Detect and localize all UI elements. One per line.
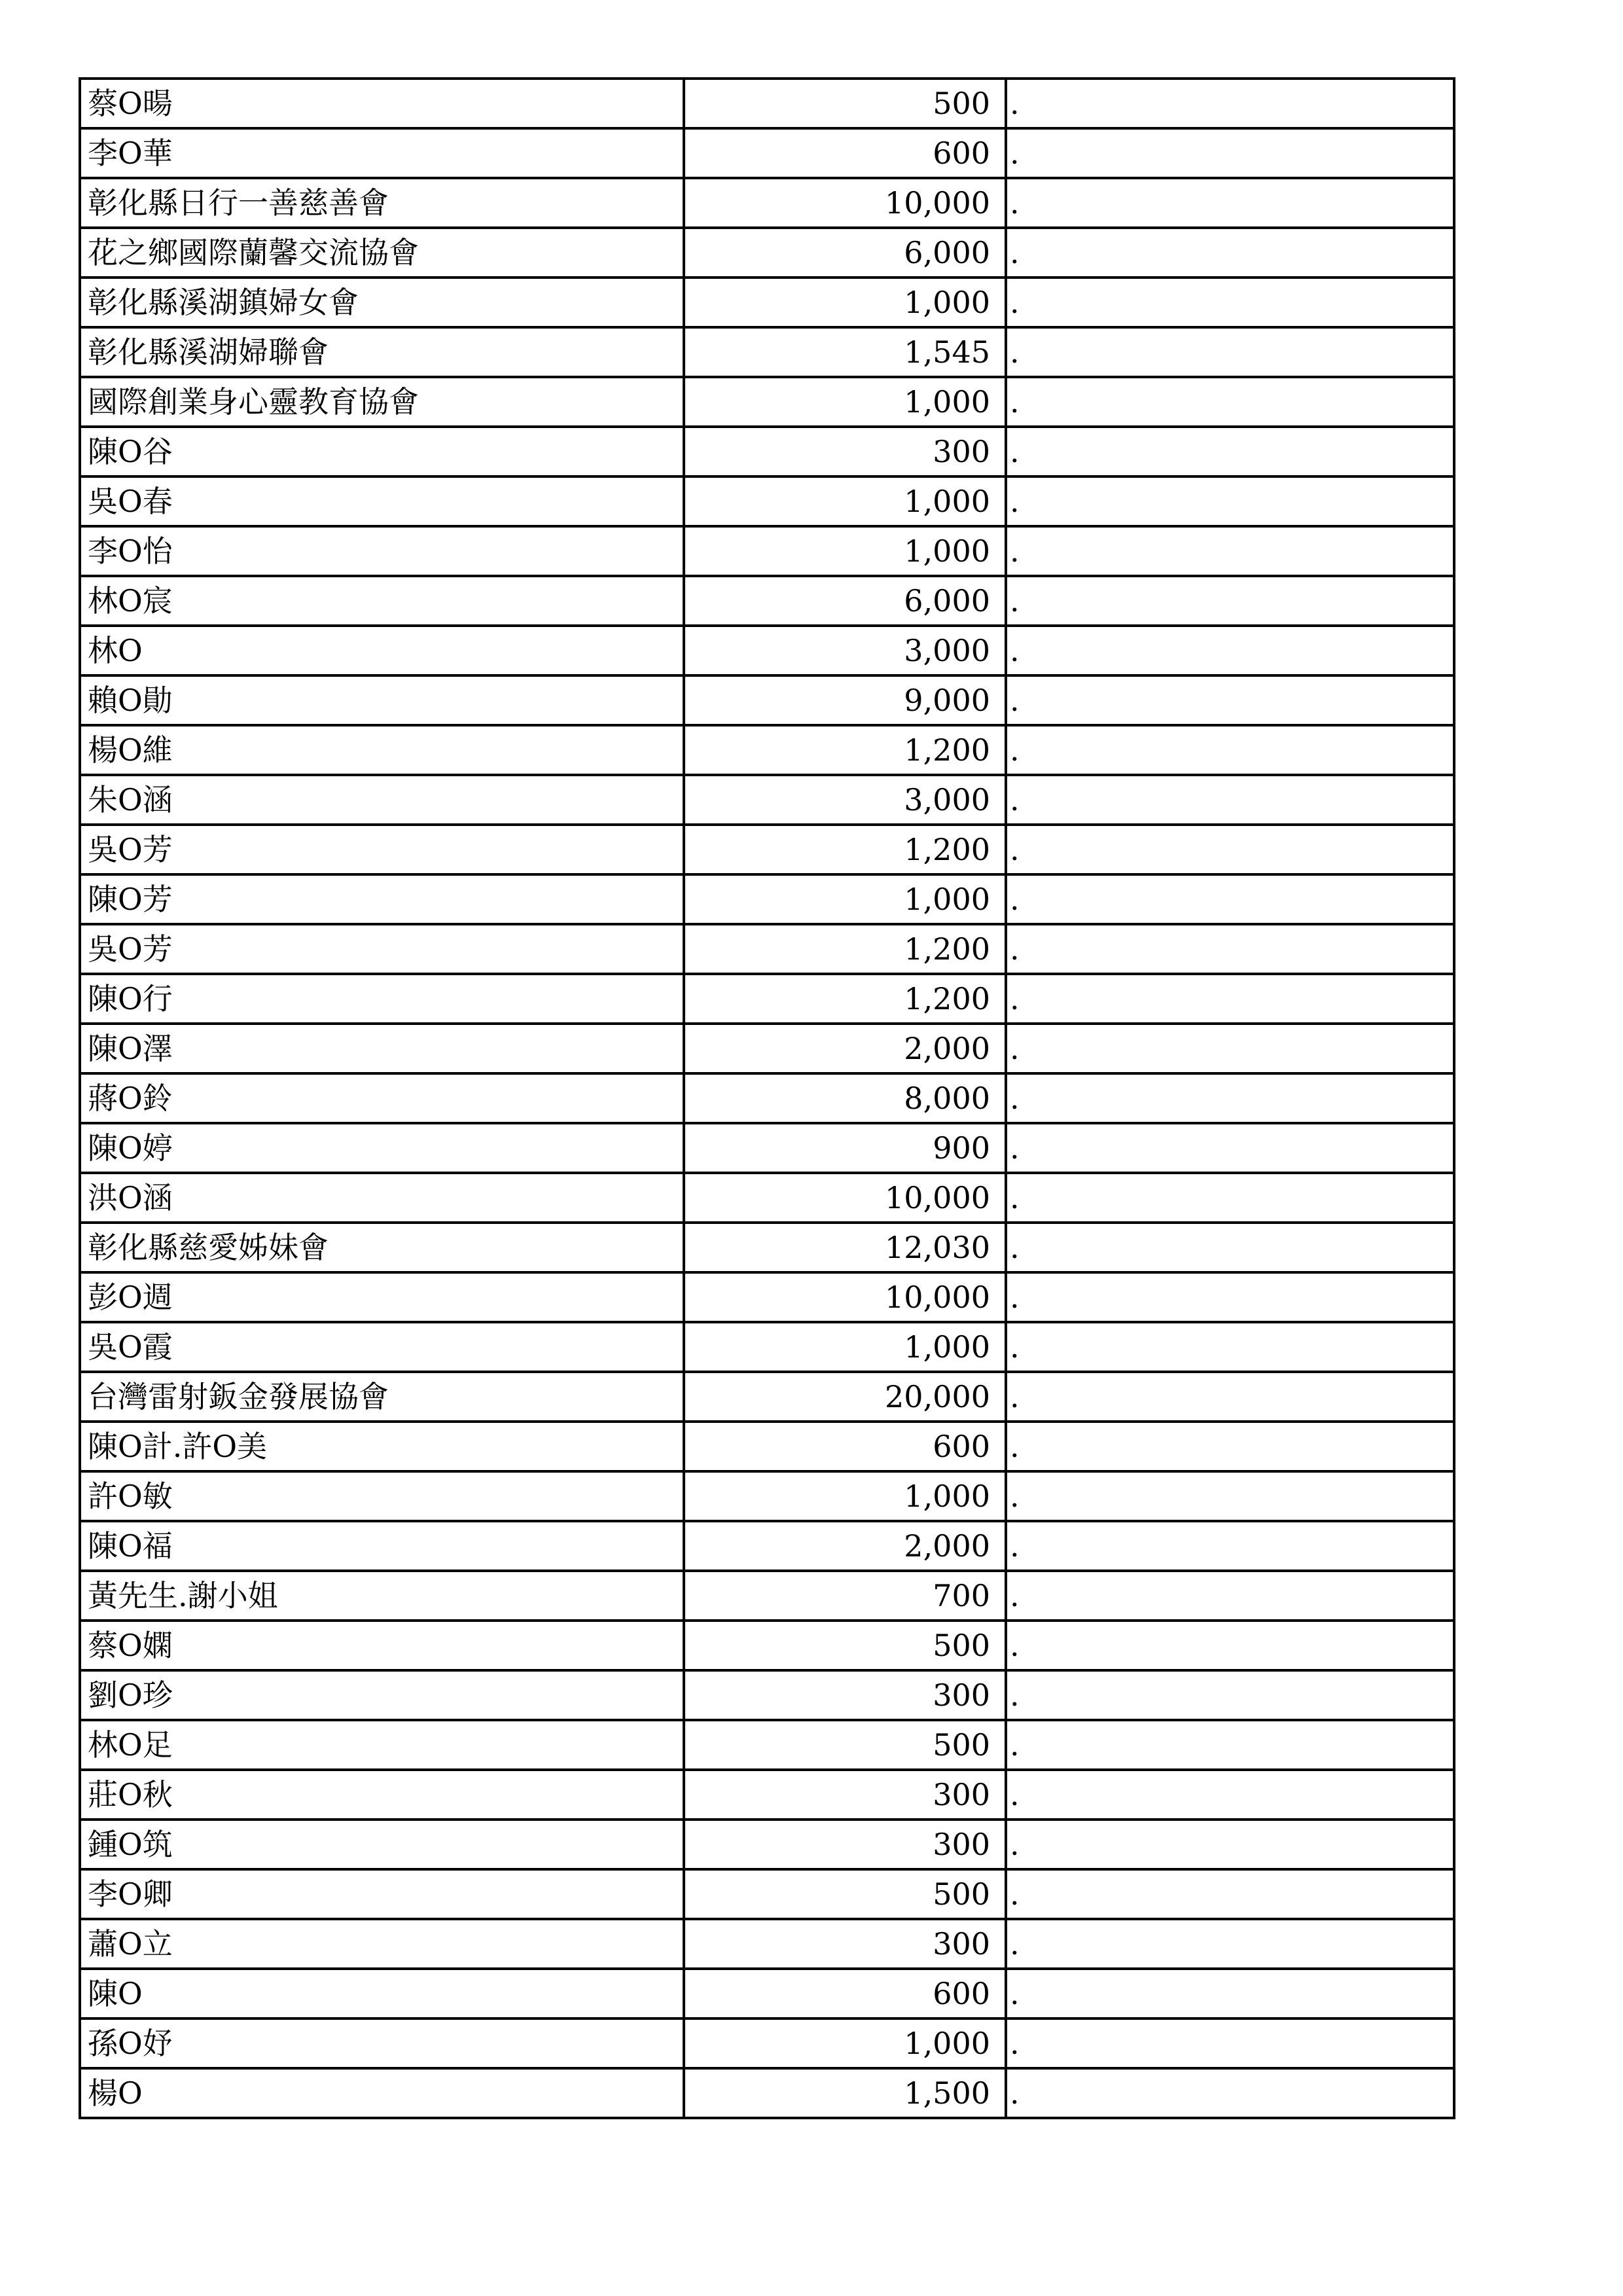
note-cell: . [1006,476,1454,526]
table-row [80,1422,1454,1471]
donation-amount-cell: 2,000 [684,1024,1006,1073]
donor-name-cell: 彰化縣溪湖婦聯會 [80,327,684,377]
donor-name-cell: 台灣雷射鈑金發展協會 [80,1372,684,1422]
table-row [80,1372,1454,1422]
note-cell: . [1006,377,1454,427]
donation-amount-cell: 2,000 [684,1521,1006,1571]
table-row [80,1869,1454,1919]
donation-amount-cell: 1,500 [684,2068,1006,2118]
donor-name-cell: 林O宸 [80,576,684,626]
donation-amount-cell: 9,000 [684,675,1006,725]
donation-amount-cell: 300 [684,1919,1006,1969]
donor-name-cell: 彰化縣溪湖鎮婦女會 [80,278,684,327]
donation-amount-cell: 1,000 [684,1322,1006,1372]
table-row [80,725,1454,775]
donation-amount-cell: 1,000 [684,874,1006,924]
donor-name-cell: 蔡O暘 [80,79,684,128]
donor-name-cell: 孫O妤 [80,2018,684,2068]
note-cell: . [1006,228,1454,278]
table-row [80,79,1454,128]
donation-amount-cell: 300 [684,1820,1006,1869]
donor-name-cell: 陳O谷 [80,427,684,476]
donation-table-body [80,79,1454,2118]
donor-name-cell: 劉O珍 [80,1670,684,1720]
donation-amount-cell: 700 [684,1571,1006,1621]
donation-amount-cell: 6,000 [684,576,1006,626]
note-cell: . [1006,1223,1454,1272]
donation-amount-cell: 1,000 [684,526,1006,576]
donation-amount-cell: 1,000 [684,1471,1006,1521]
note-cell: . [1006,1820,1454,1869]
donor-name-cell: 李O怡 [80,526,684,576]
table-row [80,626,1454,675]
table-row [80,1770,1454,1820]
donation-amount-cell: 1,200 [684,825,1006,874]
donor-name-cell: 林O足 [80,1720,684,1770]
table-row [80,874,1454,924]
donation-amount-cell: 10,000 [684,1173,1006,1223]
donor-name-cell: 李O卿 [80,1869,684,1919]
table-row [80,128,1454,178]
note-cell: . [1006,1720,1454,1770]
donation-amount-cell: 1,000 [684,476,1006,526]
table-row [80,1073,1454,1123]
donor-name-cell: 鍾O筑 [80,1820,684,1869]
table-row [80,228,1454,278]
donation-amount-cell: 1,545 [684,327,1006,377]
table-row [80,1223,1454,1272]
donation-amount-cell: 1,000 [684,278,1006,327]
note-cell: . [1006,327,1454,377]
table-row [80,1471,1454,1521]
table-row [80,1571,1454,1621]
donor-name-cell: 吳O春 [80,476,684,526]
note-cell: . [1006,128,1454,178]
donation-amount-cell: 300 [684,427,1006,476]
note-cell: . [1006,1471,1454,1521]
donation-amount-cell: 500 [684,1621,1006,1670]
donor-name-cell: 花之鄉國際蘭馨交流協會 [80,228,684,278]
note-cell: . [1006,1670,1454,1720]
donation-amount-cell: 500 [684,79,1006,128]
donor-name-cell: 陳O [80,1969,684,2018]
note-cell: . [1006,1521,1454,1571]
donation-amount-cell: 1,000 [684,2018,1006,2068]
donation-amount-cell: 300 [684,1770,1006,1820]
note-cell: . [1006,1372,1454,1422]
donation-amount-cell: 600 [684,1969,1006,2018]
donation-amount-cell: 6,000 [684,228,1006,278]
table-row [80,675,1454,725]
note-cell: . [1006,2018,1454,2068]
table-row [80,278,1454,327]
table-row [80,178,1454,228]
table-row [80,576,1454,626]
note-cell: . [1006,1869,1454,1919]
donor-name-cell: 李O華 [80,128,684,178]
donation-amount-cell: 12,030 [684,1223,1006,1272]
table-row [80,1173,1454,1223]
note-cell: . [1006,874,1454,924]
donation-amount-cell: 8,000 [684,1073,1006,1123]
table-row [80,1024,1454,1073]
note-cell: . [1006,1024,1454,1073]
donor-name-cell: 彰化縣慈愛姊妹會 [80,1223,684,1272]
note-cell: . [1006,1073,1454,1123]
donor-name-cell: 陳O行 [80,974,684,1024]
note-cell: . [1006,1322,1454,1372]
note-cell: . [1006,1422,1454,1471]
donor-name-cell: 陳O福 [80,1521,684,1571]
note-cell: . [1006,974,1454,1024]
note-cell: . [1006,427,1454,476]
table-row [80,427,1454,476]
donor-name-cell: 蔡O嫻 [80,1621,684,1670]
table-row [80,327,1454,377]
note-cell: . [1006,79,1454,128]
table-row [80,1272,1454,1322]
note-cell: . [1006,675,1454,725]
donor-name-cell: 陳O計.許O美 [80,1422,684,1471]
donor-name-cell: 彰化縣日行一善慈善會 [80,178,684,228]
donation-amount-cell: 3,000 [684,775,1006,825]
donor-name-cell: 彭O週 [80,1272,684,1322]
note-cell: . [1006,924,1454,974]
donation-amount-cell: 1,200 [684,974,1006,1024]
donation-amount-cell: 10,000 [684,1272,1006,1322]
table-row [80,1670,1454,1720]
donor-name-cell: 吳O芳 [80,825,684,874]
note-cell: . [1006,1123,1454,1173]
table-row [80,974,1454,1024]
note-cell: . [1006,1272,1454,1322]
table-row [80,1521,1454,1571]
table-row [80,526,1454,576]
table-row [80,1621,1454,1670]
donor-name-cell: 黃先生.謝小姐 [80,1571,684,1621]
donor-name-cell: 莊O秋 [80,1770,684,1820]
donation-amount-cell: 600 [684,1422,1006,1471]
note-cell: . [1006,576,1454,626]
note-cell: . [1006,1770,1454,1820]
donation-amount-cell: 1,200 [684,725,1006,775]
table-row [80,1919,1454,1969]
donor-name-cell: 吳O霞 [80,1322,684,1372]
donor-name-cell: 陳O婷 [80,1123,684,1173]
donation-amount-cell: 1,000 [684,377,1006,427]
donation-amount-cell: 10,000 [684,178,1006,228]
donation-amount-cell: 500 [684,1720,1006,1770]
note-cell: . [1006,1919,1454,1969]
table-row [80,476,1454,526]
donation-amount-cell: 300 [684,1670,1006,1720]
donor-name-cell: 吳O芳 [80,924,684,974]
note-cell: . [1006,1571,1454,1621]
donor-name-cell: 陳O澤 [80,1024,684,1073]
table-row [80,775,1454,825]
donor-name-cell: 林O [80,626,684,675]
donor-name-cell: 蕭O立 [80,1919,684,1969]
table-row [80,825,1454,874]
donor-name-cell: 國際創業身心靈教育協會 [80,377,684,427]
donation-amount-cell: 3,000 [684,626,1006,675]
table-row [80,1322,1454,1372]
note-cell: . [1006,626,1454,675]
donor-name-cell: 賴O勛 [80,675,684,725]
note-cell: . [1006,278,1454,327]
table-row [80,924,1454,974]
donor-name-cell: 蔣O鈴 [80,1073,684,1123]
table-row [80,1820,1454,1869]
table-row [80,1123,1454,1173]
table-row [80,377,1454,427]
note-cell: . [1006,1173,1454,1223]
table-row [80,1969,1454,2018]
donation-table [79,77,1455,2119]
note-cell: . [1006,178,1454,228]
donor-name-cell: 朱O涵 [80,775,684,825]
note-cell: . [1006,825,1454,874]
table-row [80,2018,1454,2068]
donation-amount-cell: 1,200 [684,924,1006,974]
donation-amount-cell: 20,000 [684,1372,1006,1422]
donor-name-cell: 楊O [80,2068,684,2118]
note-cell: . [1006,775,1454,825]
table-row [80,2068,1454,2118]
donation-amount-cell: 900 [684,1123,1006,1173]
note-cell: . [1006,1621,1454,1670]
donor-name-cell: 洪O涵 [80,1173,684,1223]
note-cell: . [1006,1969,1454,2018]
donor-name-cell: 許O敏 [80,1471,684,1521]
donation-amount-cell: 500 [684,1869,1006,1919]
note-cell: . [1006,725,1454,775]
table-row [80,1720,1454,1770]
donor-name-cell: 陳O芳 [80,874,684,924]
donor-name-cell: 楊O維 [80,725,684,775]
note-cell: . [1006,2068,1454,2118]
note-cell: . [1006,526,1454,576]
donation-amount-cell: 600 [684,128,1006,178]
